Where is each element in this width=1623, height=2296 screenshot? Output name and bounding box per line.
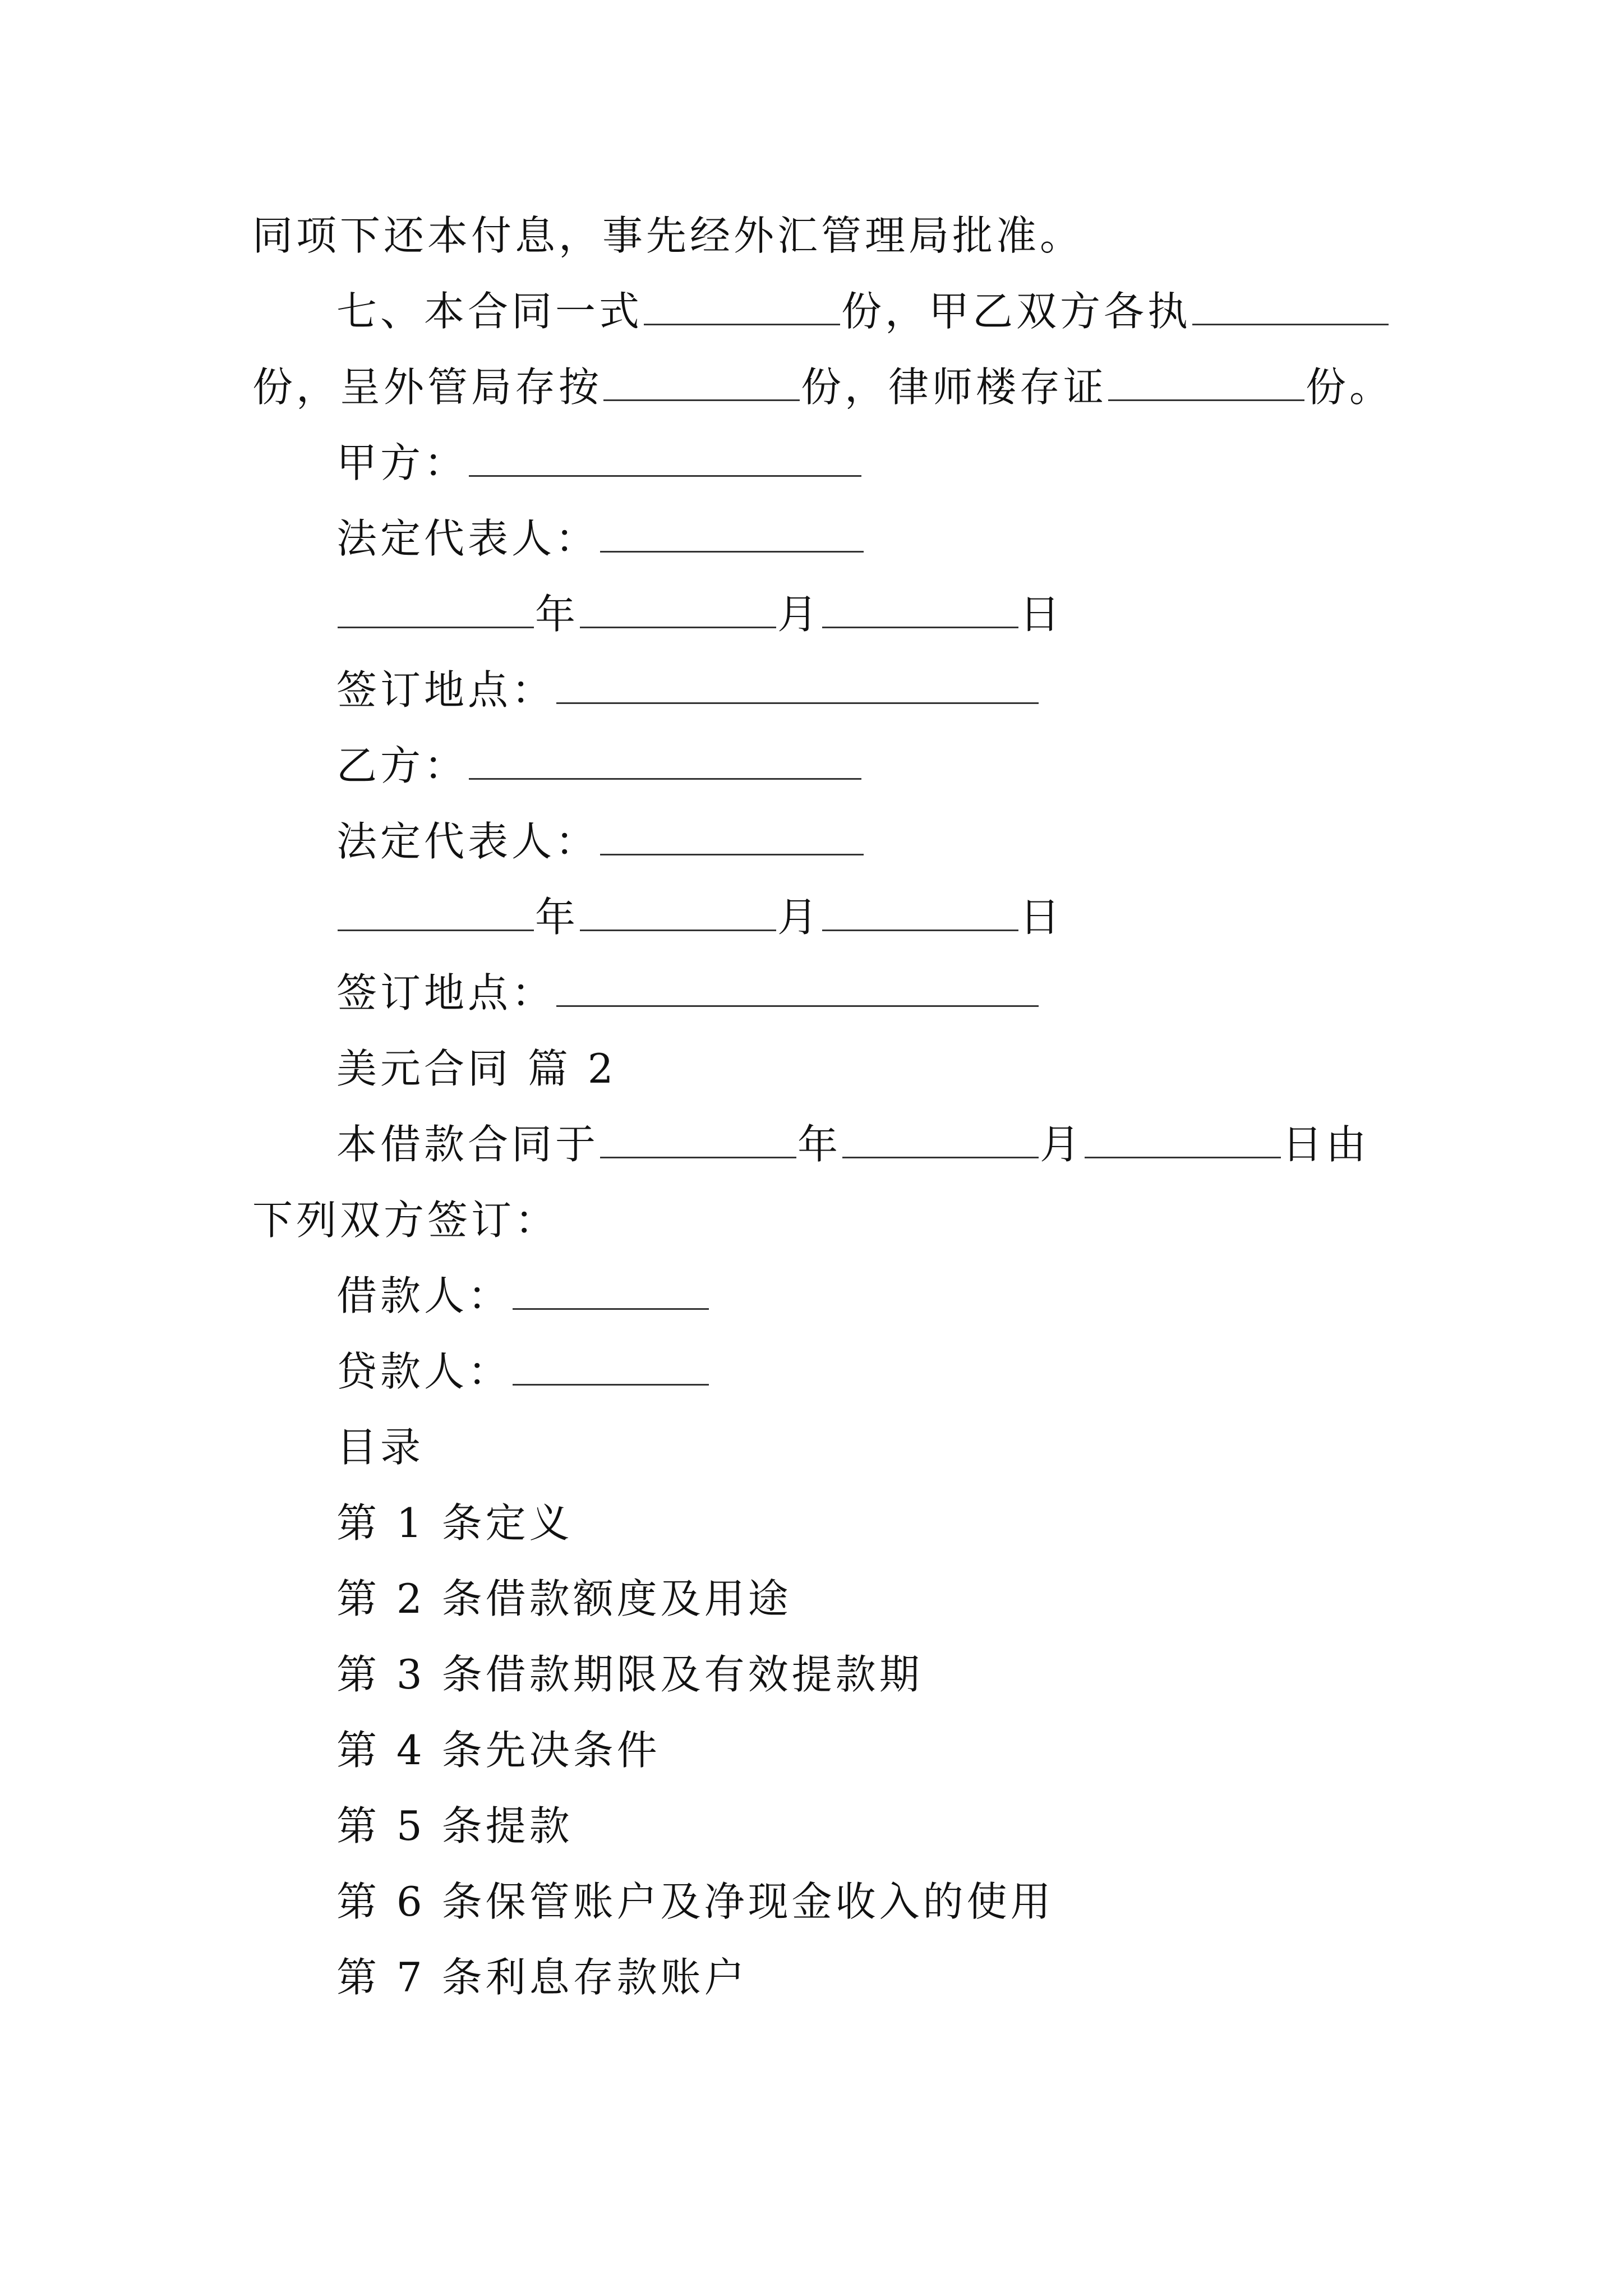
fill-blank bbox=[600, 820, 864, 855]
signature-line bbox=[336, 1271, 710, 1321]
label: 年 bbox=[535, 591, 579, 638]
fill-blank bbox=[469, 744, 861, 780]
fill-blank bbox=[822, 896, 1018, 931]
text: 第 7 条利息存款账户 bbox=[336, 1954, 748, 2001]
text: 份，呈外管局存按 bbox=[252, 364, 603, 411]
text: 下列双方签订： bbox=[252, 1197, 559, 1244]
fill-blank bbox=[513, 1350, 709, 1386]
fill-blank bbox=[1192, 290, 1389, 325]
toc-item bbox=[336, 1801, 573, 1851]
text: 第 4 条先决条件 bbox=[336, 1727, 661, 1774]
label: 日 bbox=[1020, 894, 1064, 941]
label: 签订地点： bbox=[336, 969, 556, 1016]
toc-item bbox=[336, 1573, 792, 1624]
text: 第 1 条定义 bbox=[336, 1499, 573, 1547]
date-line bbox=[336, 589, 1063, 639]
fill-blank bbox=[469, 441, 861, 477]
signature-line bbox=[336, 513, 865, 564]
text: 份，律师楼存证 bbox=[801, 364, 1108, 411]
label: 年 bbox=[535, 894, 579, 941]
paragraph-line bbox=[336, 1119, 1370, 1170]
fill-blank bbox=[338, 593, 534, 628]
label: 乙方： bbox=[336, 742, 468, 789]
section-title bbox=[336, 1043, 617, 1094]
text: 美元合同 篇 2 bbox=[336, 1045, 617, 1092]
toc-item bbox=[336, 1725, 661, 1775]
text: 份，甲乙双方各执 bbox=[841, 288, 1192, 335]
label: 日 bbox=[1020, 591, 1064, 638]
text: 份。 bbox=[1306, 364, 1394, 411]
fill-blank bbox=[556, 972, 1039, 1007]
fill-blank bbox=[1085, 1123, 1281, 1158]
fill-blank bbox=[513, 1274, 709, 1310]
text: 第 3 条借款期限及有效提款期 bbox=[336, 1651, 923, 1698]
text: 月 bbox=[1040, 1121, 1084, 1168]
label: 月 bbox=[777, 894, 822, 941]
fill-blank bbox=[600, 517, 864, 553]
text: 第 5 条提款 bbox=[336, 1802, 573, 1849]
text: 年 bbox=[797, 1121, 842, 1168]
signature-line bbox=[336, 740, 863, 791]
paragraph-line bbox=[252, 362, 1393, 412]
paragraph-line bbox=[252, 210, 1083, 261]
fill-blank bbox=[603, 366, 800, 401]
date-line bbox=[336, 892, 1063, 942]
fill-blank bbox=[1108, 366, 1304, 401]
label: 法定代表人： bbox=[336, 515, 600, 562]
toc-item bbox=[336, 1498, 573, 1548]
text: 第 6 条保管账户及净现金收入的使用 bbox=[336, 1878, 1054, 1925]
paragraph-line bbox=[252, 1195, 559, 1245]
toc-item bbox=[336, 1952, 748, 2003]
signature-line bbox=[336, 968, 1040, 1018]
label: 借款人： bbox=[336, 1272, 512, 1319]
label: 签订地点： bbox=[336, 666, 556, 714]
text: 第 2 条借款额度及用途 bbox=[336, 1575, 792, 1622]
label: 月 bbox=[777, 591, 822, 638]
text: 同项下还本付息，事先经外汇管理局批准。 bbox=[252, 212, 1084, 259]
fill-blank bbox=[600, 1123, 796, 1158]
paragraph-line bbox=[336, 286, 1390, 337]
text: 目录 bbox=[336, 1424, 425, 1471]
label: 贷款人： bbox=[336, 1348, 512, 1395]
text: 日由 bbox=[1282, 1121, 1370, 1168]
text: 七、本合同一式 bbox=[336, 288, 643, 335]
label: 法定代表人： bbox=[336, 818, 600, 865]
toc-heading bbox=[336, 1422, 424, 1473]
signature-line bbox=[336, 665, 1040, 715]
fill-blank bbox=[822, 593, 1018, 628]
label: 甲方： bbox=[336, 439, 468, 486]
toc-item bbox=[336, 1649, 923, 1700]
signature-line bbox=[336, 816, 865, 867]
toc-item bbox=[336, 1876, 1054, 1927]
fill-blank bbox=[556, 669, 1039, 704]
fill-blank bbox=[644, 290, 840, 325]
signature-line bbox=[336, 438, 863, 488]
fill-blank bbox=[338, 896, 534, 931]
fill-blank bbox=[580, 593, 776, 628]
fill-blank bbox=[580, 896, 776, 931]
text: 本借款合同于 bbox=[336, 1121, 600, 1168]
signature-line bbox=[336, 1346, 710, 1397]
fill-blank bbox=[842, 1123, 1039, 1158]
